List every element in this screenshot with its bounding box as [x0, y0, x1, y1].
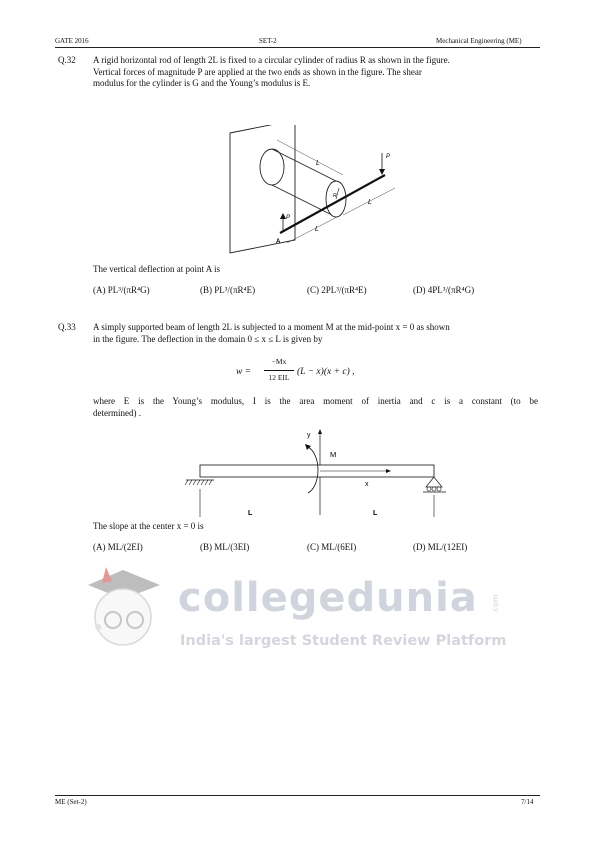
q33-where-line1: where E is the Young’s modulus, I is the area moment of inertia and c is a constant (to be — [93, 396, 538, 406]
q33-option-d[interactable]: (D) ML/(12EI) — [413, 542, 468, 552]
label-x: x — [365, 481, 369, 488]
roller-1 — [427, 487, 431, 491]
q33-option-a[interactable]: (A) ML/(2EI) — [93, 542, 143, 552]
footer-page: 7/14 — [521, 798, 534, 806]
q32-prompt: The vertical deflection at point A is — [93, 264, 220, 274]
label-y: y — [307, 432, 311, 439]
header-rule — [55, 47, 540, 48]
cylinder-base — [260, 149, 284, 185]
q32-text-line2: Vertical forces of magnitude P are applied at the two ends as shown in the figure. The shear — [93, 66, 422, 77]
watermark-mascot — [78, 555, 168, 660]
q33-text-line2: in the figure. The deflection in the domain 0 ≤ x ≤ L is given by — [93, 333, 323, 344]
q33-number: Q.33 — [58, 322, 76, 332]
q33-text-line1: A simply supported beam of length 2L is subjected to a moment M at the mid-point x = 0 as shown — [93, 322, 450, 332]
footer-rule — [55, 795, 540, 796]
beam — [200, 465, 434, 477]
q33-option-c[interactable]: (C) ML/(6EI) — [307, 542, 357, 552]
q32-text-line1: A rigid horizontal rod of length 2L is fixed to a circular cylinder of radius R as shown in the figure. — [93, 55, 450, 65]
label-A: A — [276, 239, 281, 245]
header-set: SET-2 — [259, 37, 277, 45]
watermark-suffix: .com — [491, 594, 500, 614]
q32-text — [93, 55, 538, 90]
right-support-triangle — [426, 477, 442, 487]
moment-arrowhead — [305, 444, 311, 450]
roller-2 — [432, 487, 436, 491]
q32-number: Q.32 — [58, 55, 76, 65]
label-L-right: L — [373, 510, 378, 517]
label-L-left: L — [248, 510, 253, 517]
q33-figure — [180, 425, 455, 520]
footer-set: ME (Set-2) — [55, 798, 87, 806]
left-support-hatch — [185, 480, 212, 485]
mascot-ear — [95, 624, 101, 630]
y-axis-arrowhead — [318, 429, 322, 434]
label-L-right: L — [368, 199, 372, 206]
eq-denominator: 12 EIL — [268, 373, 290, 382]
header-exam: GATE 2016 — [55, 37, 89, 45]
eq-numerator: −Mx — [271, 357, 287, 366]
q32-figure — [225, 125, 415, 260]
eq-fraction-bar — [264, 370, 294, 371]
label-L-bottom: L — [315, 226, 319, 233]
q33-text — [93, 322, 538, 345]
eq-lhs: w = — [236, 367, 252, 377]
label-M: M — [330, 450, 337, 459]
watermark-tagline: India's largest Student Review Platform — [180, 633, 507, 649]
q32-text-line3: modulus for the cylinder is G and the Young’s modulus is E. — [93, 78, 311, 88]
q33-where — [93, 396, 538, 419]
q32-option-b[interactable]: (B) PL³/(πR⁴E) — [200, 285, 256, 295]
q33-where-line2: determined) . — [93, 407, 141, 418]
q32-option-d[interactable]: (D) 4PL³/(πR⁴G) — [413, 285, 475, 295]
label-P-bottom: P — [286, 215, 291, 221]
label-P-top: P — [386, 154, 391, 160]
eq-rhs: (L − x)(x + c) , — [297, 367, 355, 377]
label-L-top: L — [316, 160, 320, 167]
mascot-tassel — [102, 567, 112, 583]
q33-prompt: The slope at the center x = 0 is — [93, 521, 204, 531]
watermark-brand: collegedunia — [178, 575, 478, 621]
label-R: R — [333, 193, 337, 199]
q33-option-b[interactable]: (B) ML/(3EI) — [200, 542, 250, 552]
roller-3 — [437, 487, 441, 491]
q32-option-a[interactable]: (A) PL³/(πR⁴G) — [93, 285, 150, 295]
force-arrowhead-top — [379, 169, 385, 175]
q32-option-c[interactable]: (C) 2PL³/(πR⁴E) — [307, 285, 367, 295]
header-subject: Mechanical Engineering (ME) — [436, 37, 522, 45]
